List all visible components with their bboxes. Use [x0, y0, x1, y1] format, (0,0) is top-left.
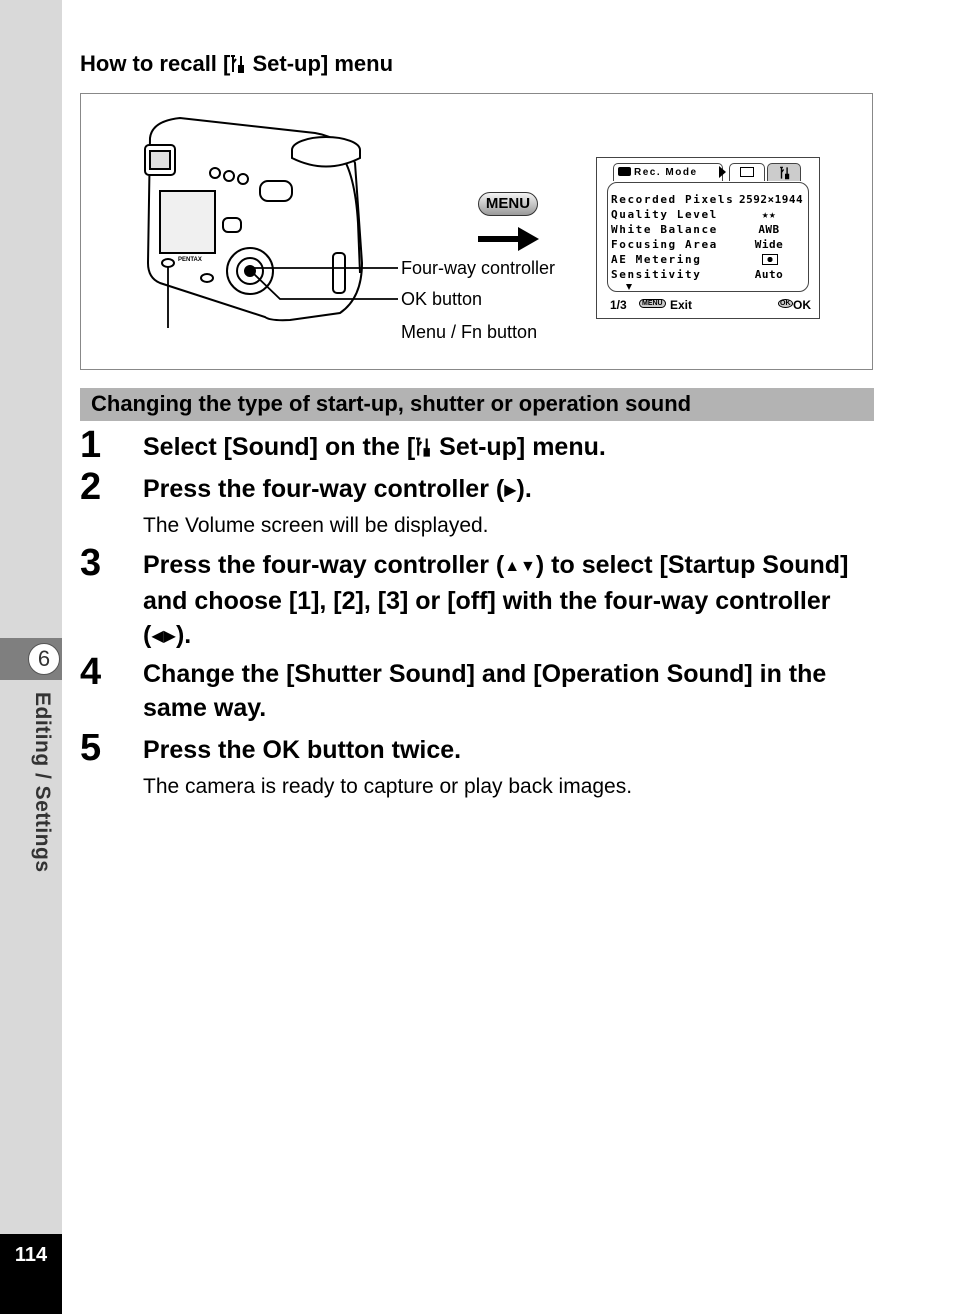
lcd-row-label: Quality Level [611, 208, 718, 221]
recall-title-post: Set-up] menu [246, 51, 394, 76]
lcd-row-value: ★★ [761, 208, 777, 221]
step-text-part: ). [175, 621, 192, 649]
triangle-right-icon: ▶ [163, 628, 176, 645]
lcd-row [611, 208, 807, 221]
step-number: 2 [80, 466, 102, 508]
lcd-row [611, 193, 807, 206]
lcd-menu-screen [596, 157, 820, 319]
lcd-tab-rec-label: Rec. Mode [634, 167, 698, 178]
setup-wrench-icon [230, 54, 246, 74]
playback-icon [740, 167, 754, 177]
lcd-menu-small: MENU [639, 299, 666, 308]
triangle-down-icon: ▼ [520, 558, 536, 575]
lcd-row-label: Sensitivity [611, 268, 702, 281]
lcd-row-label: Recorded Pixels [611, 193, 735, 206]
lcd-exit-label: Exit [670, 298, 693, 312]
chapter-number: 6 [28, 643, 60, 675]
step-note: The Volume screen will be displayed. [143, 514, 489, 537]
setup-wrench-icon [415, 436, 432, 458]
lcd-row [611, 268, 807, 281]
step-text-part: ). [516, 475, 532, 503]
step-text-part: Press the four-way controller ( [143, 475, 505, 503]
metering-icon [762, 254, 778, 265]
callout-ok-button: OK button [401, 289, 483, 309]
step-text-part: Set-up] menu. [432, 433, 606, 461]
recall-title-pre: How to recall [ [80, 51, 231, 76]
arrow-right-icon [478, 226, 540, 252]
scroll-down-icon [626, 284, 632, 290]
lcd-tab-playback [729, 163, 765, 181]
lcd-row [611, 253, 807, 266]
lcd-row [611, 238, 807, 251]
lcd-row-label: White Balance [611, 223, 718, 236]
step-number: 3 [80, 542, 102, 584]
lcd-row-label: Focusing Area [611, 238, 718, 251]
callout-four-way-controller: Four-way controller [401, 258, 556, 278]
recall-title [80, 51, 393, 77]
lcd-row-label: AE Metering [611, 253, 702, 266]
lcd-ok-label: OK [793, 298, 811, 312]
chapter-label: Editing / Settings [31, 692, 54, 873]
lcd-page-indicator: 1/3 [610, 298, 627, 312]
step-text-part: Press the four-way controller ( [143, 551, 505, 579]
triangle-right-icon: ▶ [504, 482, 517, 499]
step-text-part: ) to select [Startup Sound] and choose [1], [2], [3] or [off] with the four-way controller ( [143, 551, 849, 649]
step-number: 4 [80, 651, 102, 693]
setup-tab-icon [778, 166, 792, 180]
callout-menu-fn-button: Menu / Fn button [401, 322, 538, 342]
section-title: Changing the type of start-up, shutter or operation sound [91, 391, 692, 416]
page-number: 114 [14, 1244, 48, 1266]
step-text-part: Select [Sound] on the [ [143, 433, 416, 461]
lcd-row-value: Wide [754, 238, 784, 251]
lcd-tab-setup [767, 163, 801, 181]
step-text [143, 548, 878, 654]
triangle-left-icon: ◀ [151, 628, 164, 645]
step-text [143, 472, 878, 508]
triangle-up-icon: ▲ [504, 558, 521, 575]
lcd-row [611, 223, 807, 236]
step-number: 5 [80, 727, 102, 769]
tab-arrow-icon [719, 166, 726, 178]
lcd-ok-small: OK [780, 300, 791, 307]
camera-icon [618, 167, 631, 176]
step-text: Change the [Shutter Sound] and [Operation Sound] in the same way. [143, 660, 827, 722]
lcd-row-value: 2592×1944 [739, 193, 804, 206]
camera-brand: PENTAX [178, 257, 202, 263]
step-note: The camera is ready to capture or play back images. [143, 775, 633, 798]
step-text: Press the OK button twice. [143, 736, 462, 764]
camera-illustration [140, 113, 400, 328]
menu-button-graphic: MENU [478, 192, 538, 216]
lcd-row-value: AWB [758, 223, 780, 236]
step-text [143, 430, 878, 464]
lcd-tab-rec-mode [613, 163, 723, 181]
lcd-row-value: Auto [754, 268, 784, 281]
step-number: 1 [80, 424, 102, 466]
